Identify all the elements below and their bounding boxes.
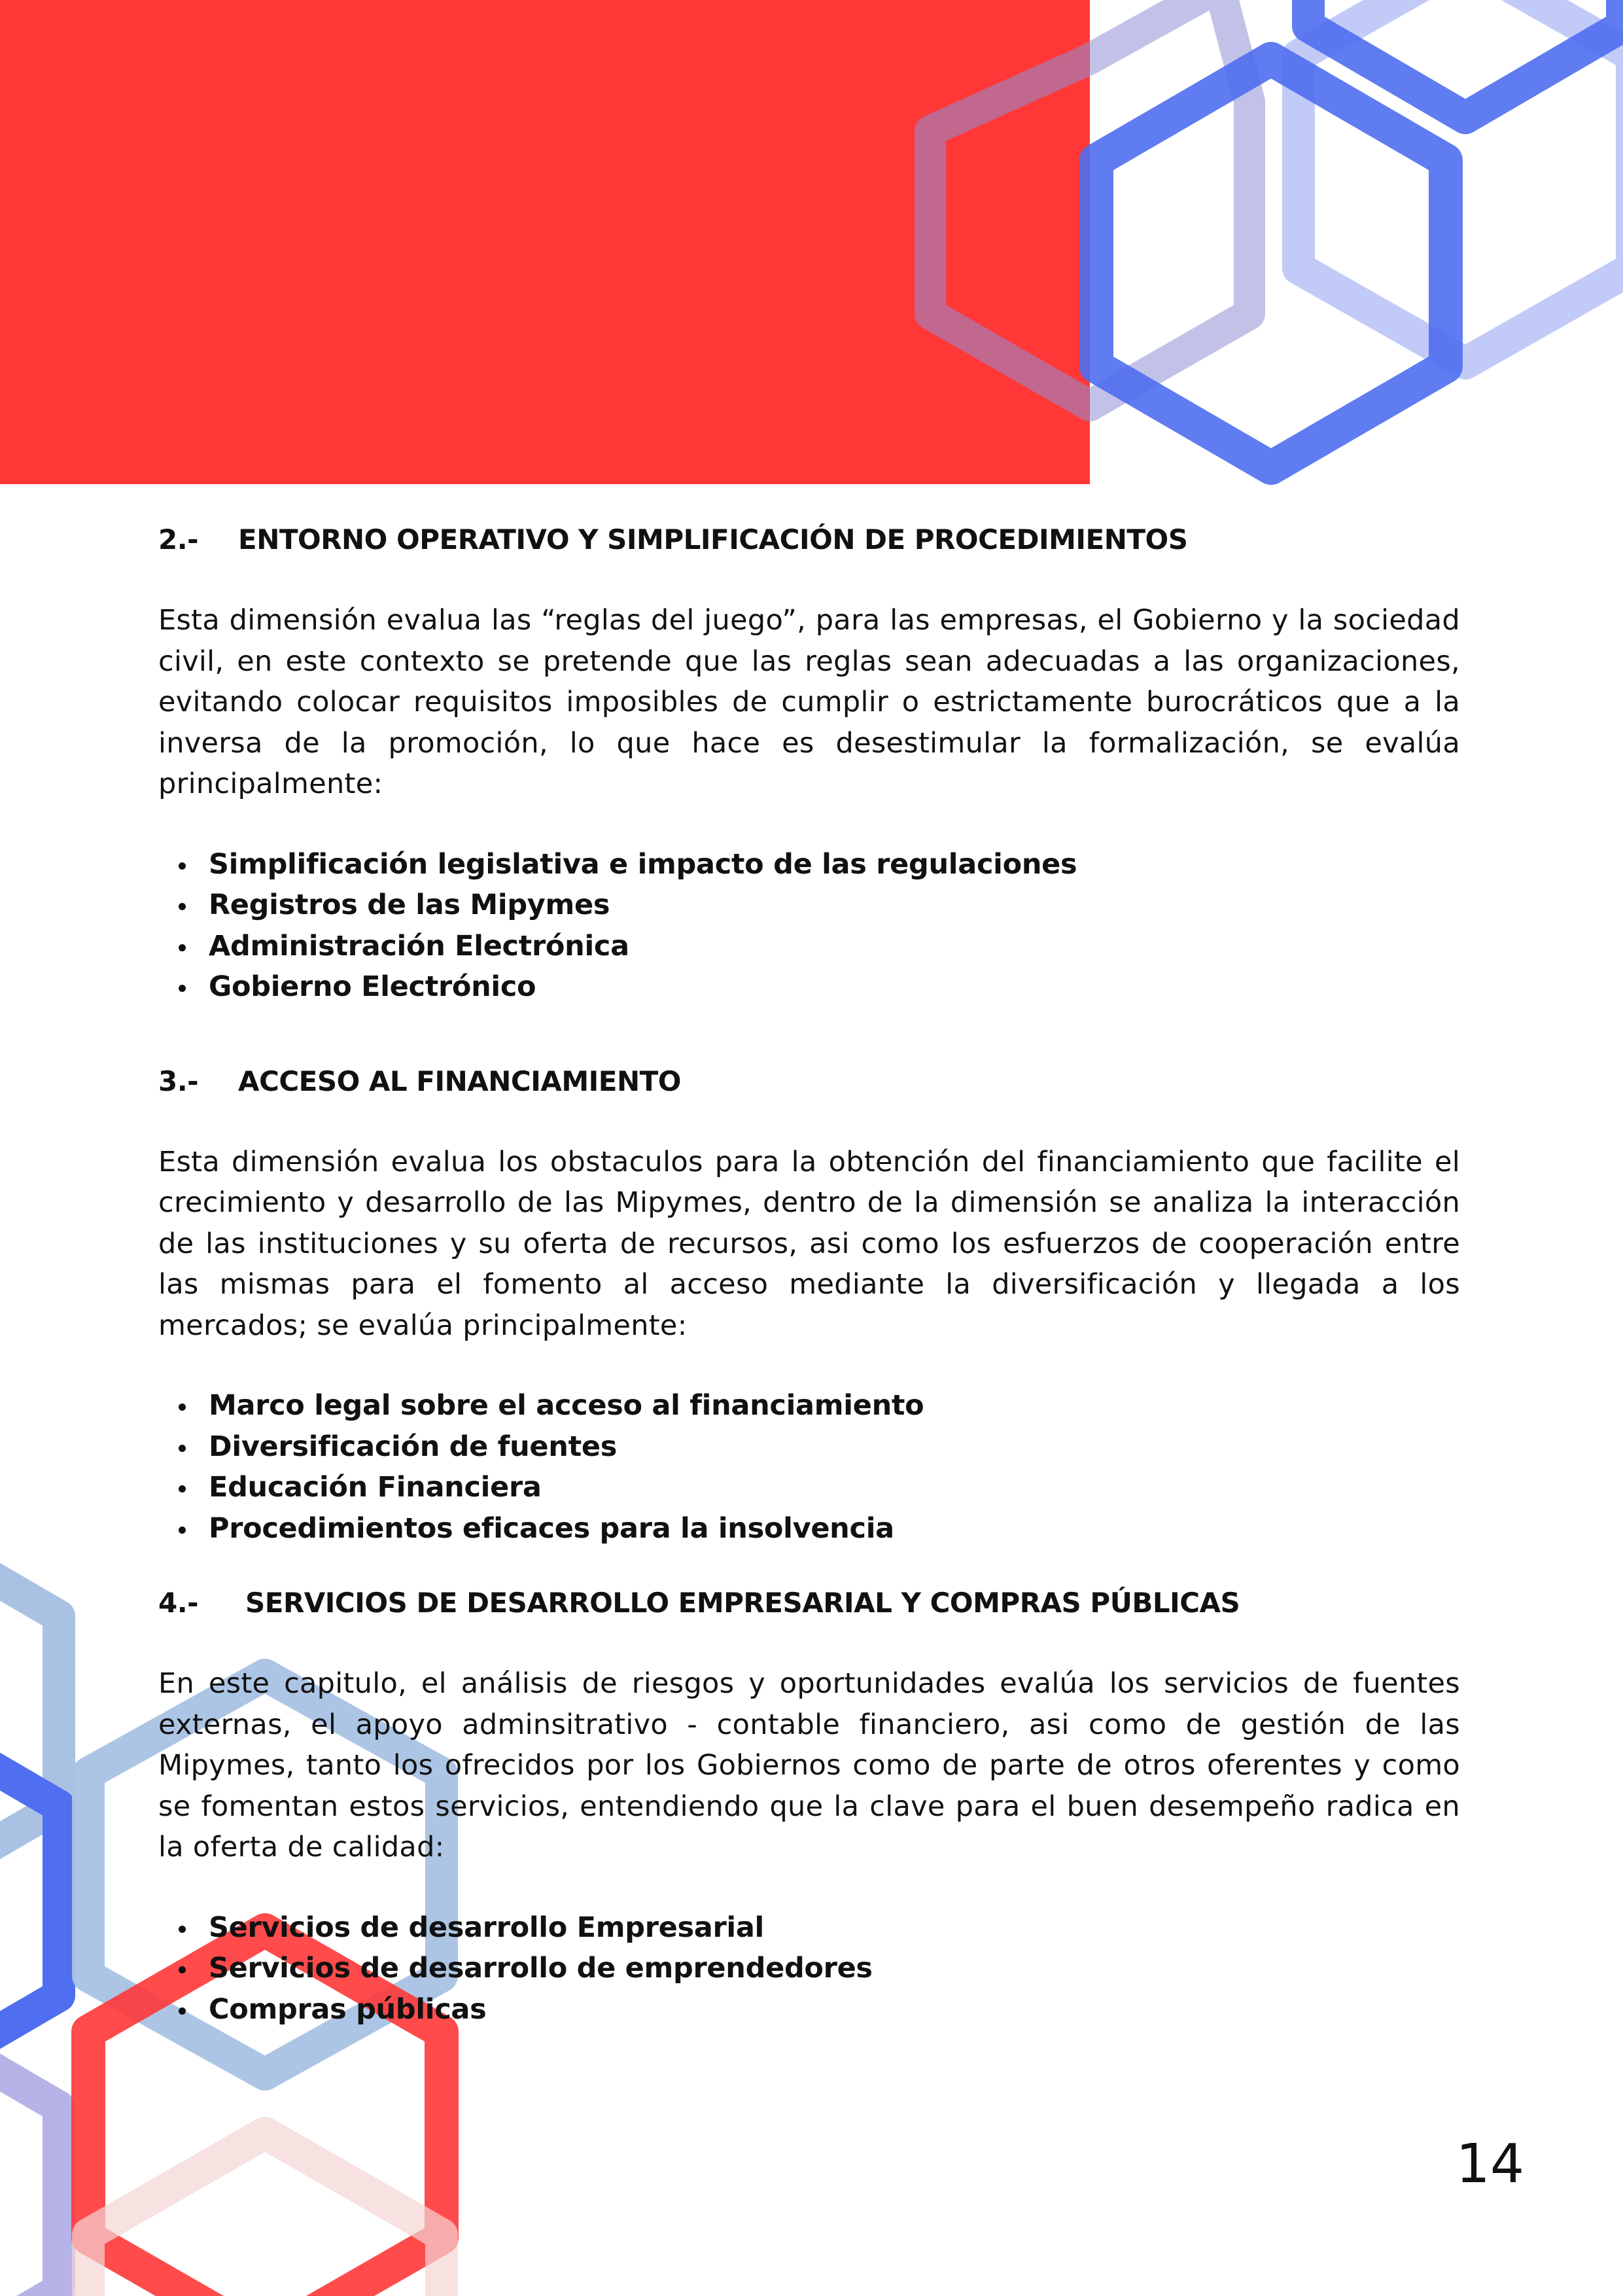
section-number: 3.-	[158, 1065, 199, 1097]
page-number: 14	[1456, 2133, 1524, 2195]
bullet-list	[158, 1385, 1460, 1549]
list-item: Simplificación legislativa e impacto de las regulaciones	[158, 844, 1460, 885]
section-number: 2.-	[158, 523, 199, 556]
list-item: Administración Electrónica	[158, 926, 1460, 967]
list-item: Educación Financiera	[158, 1467, 1460, 1508]
list-item: Diversificación de fuentes	[158, 1426, 1460, 1468]
hexagon-outline	[1096, 59, 1446, 468]
hexagon-outline	[0, 2015, 59, 2296]
section-heading	[158, 1587, 1460, 1619]
section-title: SERVICIOS DE DESARROLLO EMPRESARIAL Y COMPRAS PÚBLICAS	[245, 1587, 1240, 1619]
section-body: En este capitulo, el análisis de riesgos y oportunidades evalúa los servicios de fuentes externas, el apoyo adminsitrativo - contable financiero, asi como de gestión de las Mipymes, tanto los ofrecidos por los Gobiernos como de parte de otros oferentes y como se fomentan estos servicios, entendiendo que la clave para el buen desempeño radica en la oferta de calidad:	[158, 1667, 1460, 1863]
list-item: Servicios de desarrollo de emprendedores	[158, 1948, 1460, 1989]
bullet-list	[158, 1907, 1460, 2030]
section-body: Esta dimensión evalua las “reglas del juego”, para las empresas, el Gobierno y la sociedad civil, en este contexto se pretende que las reglas sean adecuadas a las organizaciones, evitando colocar requisitos imposibles de cumplir o estrictamente burocráticos que a la inversa de la promoción, lo que hace es desestimular la formalización, se evalúa principalmente:	[158, 604, 1460, 800]
section-title: ENTORNO OPERATIVO Y SIMPLIFICACIÓN DE PROCEDIMIENTOS	[238, 523, 1188, 556]
list-item: Procedimientos eficaces para la insolvencia	[158, 1508, 1460, 1549]
section-heading	[158, 1065, 1460, 1097]
list-item: Compras públicas	[158, 1989, 1460, 2030]
section-heading	[158, 523, 1460, 556]
section-title: ACCESO AL FINANCIAMIENTO	[238, 1065, 682, 1097]
section-number: 4.-	[158, 1587, 199, 1619]
list-item: Gobierno Electrónico	[158, 966, 1460, 1008]
list-item: Servicios de desarrollo Empresarial	[158, 1907, 1460, 1949]
page-content	[158, 523, 1460, 2030]
bullet-list	[158, 844, 1460, 1008]
section-body: Esta dimensión evalua los obstaculos para la obtención del financiamiento que facilite el crecimiento y desarrollo de las Mipymes, dentro de la dimensión se analiza la interacción de las instituciones y su oferta de recursos, asi como los esfuerzos de cooperación entre las mismas para el fomento al acceso mediante la diversificación y llegada a los mercados; se evalúa principalmente:	[158, 1145, 1460, 1342]
list-item: Marco legal sobre el acceso al financiamiento	[158, 1385, 1460, 1426]
list-item: Registros de las Mipymes	[158, 885, 1460, 926]
